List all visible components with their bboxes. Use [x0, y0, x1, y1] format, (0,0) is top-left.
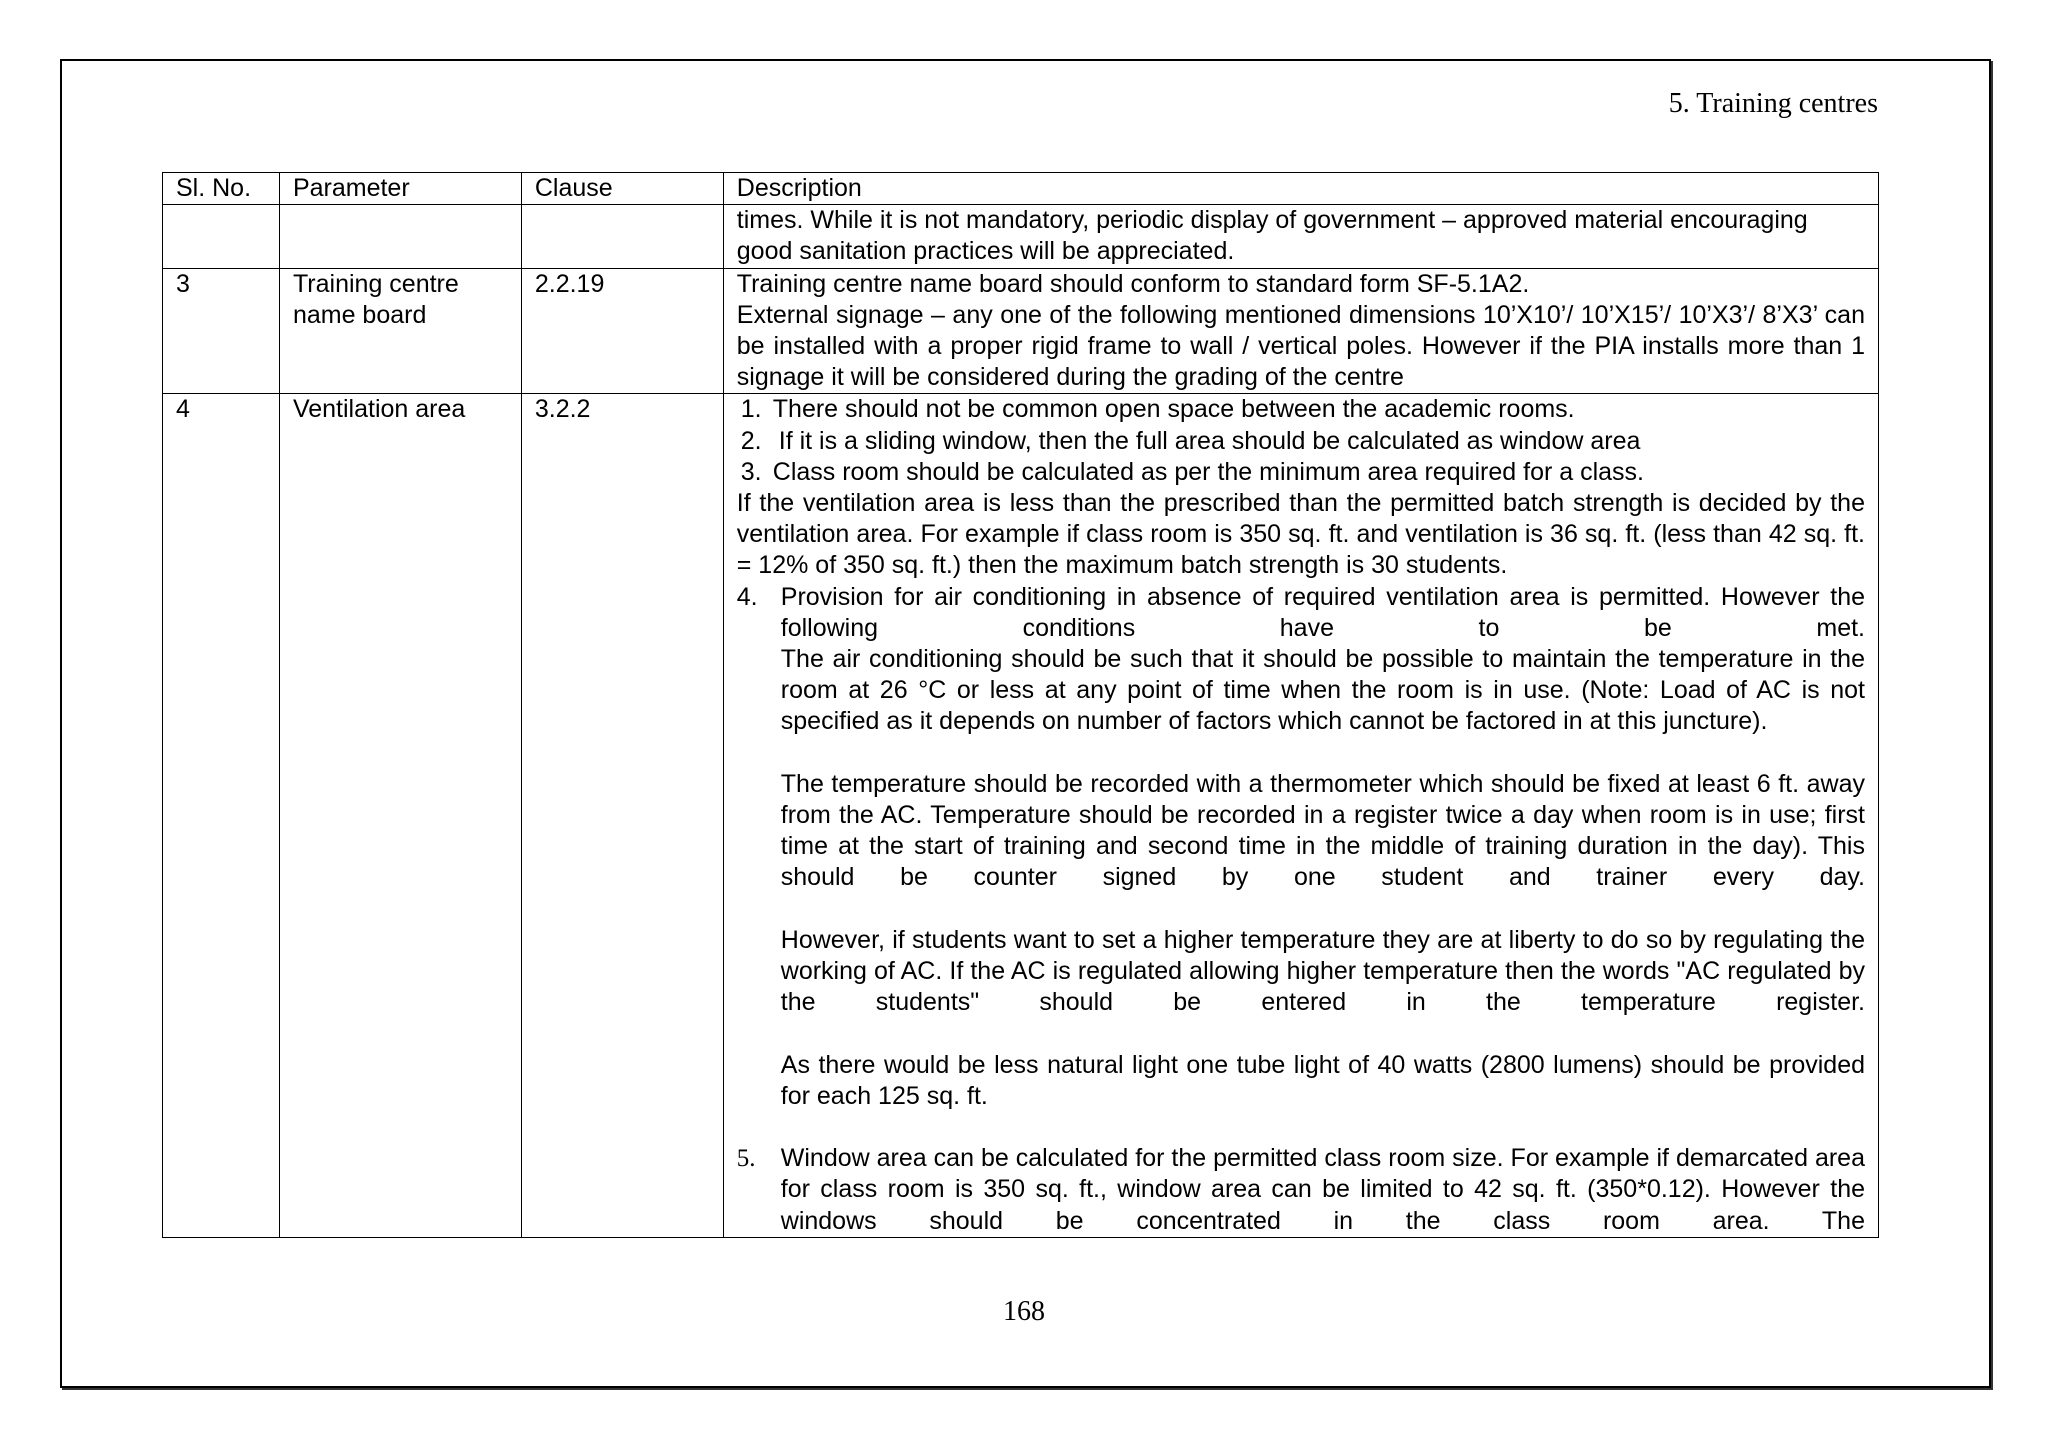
list-text: Class room should be calculated as per the minimum area required for a class.: [772, 457, 1645, 486]
spacer: [781, 1018, 1865, 1049]
cell-sl-no: 4: [163, 394, 280, 1237]
list-text: Provision for air conditioning in absence of required ventilation area is permitted. However the following conditions have to be met.: [780, 582, 1865, 642]
specification-table: [162, 172, 1879, 1238]
list-item-5: [737, 1143, 1865, 1237]
running-header: 5. Training centres: [1668, 88, 1878, 119]
list-item-3: [737, 457, 1865, 488]
page-number: 168: [1003, 1296, 1045, 1327]
cell-clause: 2.2.19: [521, 268, 723, 394]
list-item-body: [781, 582, 1865, 1144]
spacer: [781, 1112, 1865, 1143]
cell-parameter: Training centre name board: [279, 268, 521, 394]
list-paragraph: As there would be less natural light one tube light of 40 watts (2800 lumens) should be provided for each 125 sq. ft.: [780, 1050, 1865, 1110]
table-header-row: [163, 173, 1879, 205]
list-item-4: [737, 582, 1865, 1144]
column-header-sl-no: Sl. No.: [163, 173, 280, 205]
cell-description: [723, 394, 1878, 1237]
list-number: 3.: [740, 457, 762, 486]
list-paragraph: The air conditioning should be such that it should be possible to maintain the temperature in the room at 26 °C or less at any point of time when the room is in use. (Note: Load of AC is not specified as it depends on number of factors which cannot be factored in at this juncture).: [780, 645, 1865, 736]
description-line: Training centre name board should conform to standard form SF-5.1A2.: [736, 269, 1530, 298]
cell-clause: 3.2.2: [521, 394, 723, 1237]
description-paragraph: External signage – any one of the following mentioned dimensions 10’X10’/ 10’X15’/ 10’X3’/ 8’X3’ can be installed with a proper rigid frame to wall / vertical poles. However if the PIA installs more than 1 signage it will be considered during the grading of the centre: [736, 300, 1865, 392]
cell-empty: [521, 205, 723, 268]
cell-description-continuation: times. While it is not mandatory, periodic display of government – approved material encouraging good sanitation practices will be appreciated.: [723, 205, 1878, 268]
list-item-2: [737, 426, 1865, 457]
table-row-continuation: [163, 205, 1879, 268]
list-number: 5.: [736, 1145, 756, 1173]
list-number: 4.: [736, 582, 758, 611]
ventilation-paragraph: If the ventilation area is less than the prescribed than the permitted batch strength is decided by the ventilation area. For example if class room is 350 sq. ft. and ventilation is 36 sq. ft. (less than 42 sq. ft. = 12% of 350 sq. ft.) then the maximum batch strength is 30 students.: [736, 489, 1865, 580]
list-text: If it is a sliding window, then the full area should be calculated as window area: [778, 426, 1641, 455]
list-paragraph: The temperature should be recorded with a thermometer which should be fixed at least 6 ft. away from the AC. Temperature should be recorded in a register twice a day when room is in use; first time at the start of training and second time in the middle of training duration in the day). This should be counter signed by one student and trainer every day.: [780, 769, 1865, 892]
table-row-4: [163, 394, 1879, 1237]
list-number: 1.: [740, 395, 762, 424]
cell-parameter: Ventilation area: [279, 394, 521, 1237]
spacer: [781, 738, 1865, 769]
cell-empty: [163, 205, 280, 268]
table-row-3: [163, 268, 1879, 394]
cell-description: [723, 268, 1878, 394]
column-header-parameter: Parameter: [279, 173, 521, 205]
list-text: Window area can be calculated for the permitted class room size. For example if demarcated area for class room is 350 sq. ft., window area can be limited to 42 sq. ft. (350*0.12). However the windows should be concentrated in the class room area. The: [780, 1144, 1865, 1235]
list-paragraph: However, if students want to set a higher temperature they are at liberty to do so by regulating the working of AC. If the AC is regulated allowing higher temperature then the words "AC regulated by the students" should be entered in the temperature register.: [780, 925, 1865, 1017]
list-text: There should not be common open space between the academic rooms.: [772, 395, 1575, 424]
column-header-description: Description: [723, 173, 1878, 205]
list-number: 2.: [740, 426, 762, 455]
list-item-1: [737, 394, 1865, 425]
cell-sl-no: 3: [163, 268, 280, 394]
column-header-clause: Clause: [521, 173, 723, 205]
cell-empty: [279, 205, 521, 268]
spacer: [781, 894, 1865, 925]
